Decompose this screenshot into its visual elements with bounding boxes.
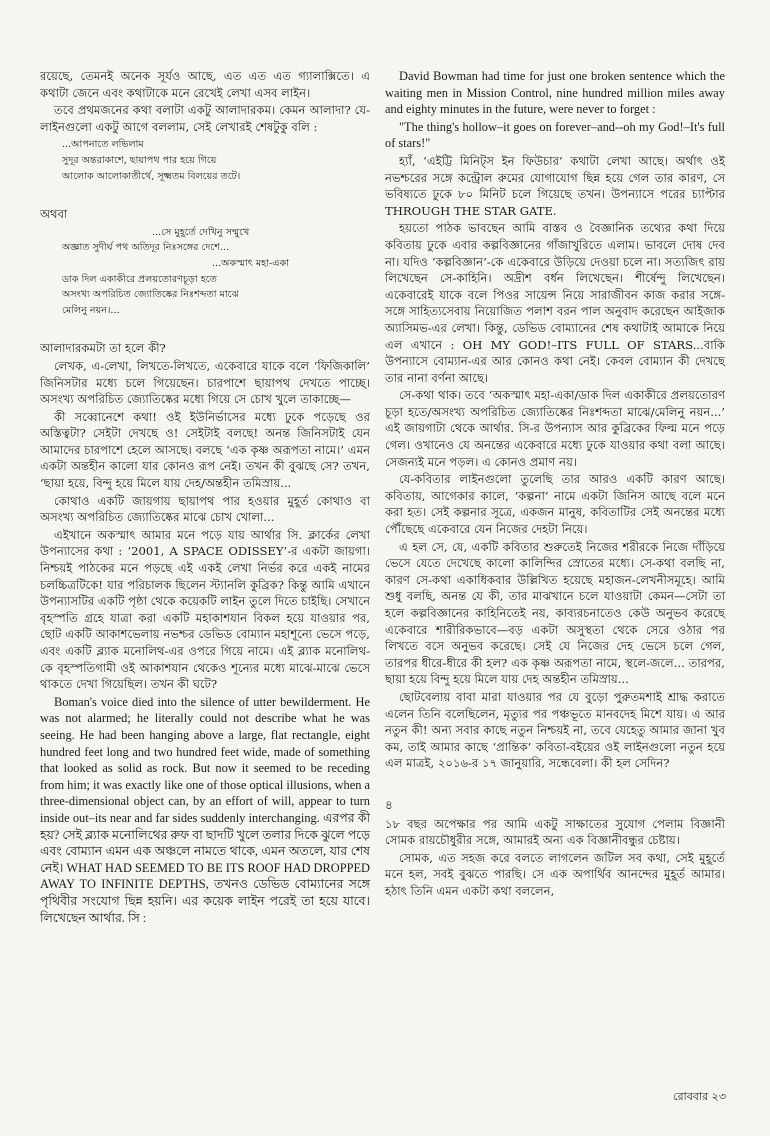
poem-line: অসংখ্য অপরিচিত জ্যোতিষ্কের নিঃশব্দতা মাঝে [62,289,239,301]
poem-quote-2 [62,225,370,319]
poem-line: ...আপনাতে লভিলাম [62,139,144,151]
paragraph-english-quote: Boman's voice died into the silence of utter bewilderment. He was not alarmed; he literally could not describe what he was seeing. He had been hanging above a large, flat rectangle, eight hundred feet long and two hundred feet wide, made of something that looked as solid as rock. But now it seemed to be receding from him; it was exactly like one of those optical illusions, when a three-dimensional object can, by an effort of will, appear to turn inside out–its near and far sides suddenly interchanging. এরপর কী হয়? সেই ব্ল্যাক মনোলিথের রুফ বা ছাদটি খুলে তলার দিকে ঝুলে পড়ে এবং বোম্যান এমন এক অঞ্চলে নামতে থাকে, এমন অতলে, যার শেষ নেই। WHAT HAD SEEMED TO BE ITS ROOF HAD DROPPED AWAY TO INFINITE DEPTHS, তখনও ডেভিড বোম্যানের সঙ্গে পৃথিবীর সংযোগ ছিন্ন হয়নি। এর কয়েক লাইন পরেই তা হয়ে যাবে। লিখেছেন আর্থার. সি : [40,694,371,925]
paragraph: যে-কবিতার লাইনগুলো তুলেছি তার আরও একটি কারণ আছে। কবিতায়, আগেকার কালে, ‘কল্পনা’ নামে একটা জিনিস আছে বলে মনে করা হত। সেই কল্পনার সূত্রে, একজন মানুষ, কবিতাটির সেই অনন্তের মধ্যে পৌঁছেছে একেবারে যেন নিজের দেহটা নিয়ে। [385,472,725,537]
page-footer: রোববার ২৩ [673,1090,726,1103]
question: আলাদারকমটা তা হলে কী? [40,341,166,356]
paragraph: সে-কথা থাক। তবে ‘অকস্মাৎ মহা-একা/ডাক দিল একাকীরে প্রলয়তোরণ চূড়া হতে/অসংখ্য অপরিচিত জ্যোতিষ্কের নিঃশব্দতা মাঝে/মেলিনু নয়ন...’ এই জায়গাটা থেকে আর্থার. সি-র উপন্যাস আর কুব্রিকের ফিল্ম মনে পড়ে গেল। ওখানেও যে অনন্তের একেবারে মধ্যে ঢুকে যাওয়ার কথা বলা আছে। সেজন্যই মনে পড়ল। এ কোনও প্রমাণ নয়। [385,388,725,469]
paragraph: এ হল সে, যে, একটি কবিতার শুরুতেই নিজের শরীরকে নিজে দাঁড়িয়ে ভেসে যেতে দেখেছে কালো কালিন্দির স্রোতের মধ্যে। সে-কথা বলছি না, কারণ সে-কথা একাধিকবার উল্লিখিত হয়েছে মহাজন-লেখনীসমূহে। আমি শুধু বলছি, অনন্ত যে কী, তার মাঝখানে চলে যাওয়াটা কেমন—সেটা তা হলে কল্পবিজ্ঞানের কাহিনিতেই নয়, কাব্যরচনাতেও কেউ অনুভব করেছে একেবারে শারীরিকভাবে—বড় একটা অসুস্থতা থেকে সেরে ওঠার পর লিখতে বসে অনুভব করেছে। সেই যে নিজের দেহ ভেসে চলে গেল, তারপর ধীরে-ধীরে কী হল? এক কৃষ্ণ অরূপতা নামে, স্থলে-জলে... তারপর, ছায়া হয়ে বিন্দু হয়ে মিলে যায় দেহ অন্তহীন তমিস্রায়... [385,539,725,687]
paragraph: ছোটবেলায় বাবা মারা যাওয়ার পর যে বুড়ো পুরুতমশাই শ্রাদ্ধ করাতে এলেন তিনি বলেছিলেন, মৃত্যুর পর পঞ্চভূতে মানবদেহ মিশে যায়। এ আর নতুন কী! অন্য সবার কাছে নতুন নিশ্চয়ই না, তবে যেহেতু আমার জানা খুব কম, তাই আমার কাছে ‘প্রান্তিক’ কবিতা-বইয়ের ওই লাইনগুলো নতুন হয়ে এল মাত্রই, ২০১৬-র ১৭ জানুয়ারি, সন্ধেবেলা। কী হল সেদিন? [385,689,725,771]
paragraph: রয়েছে, তেমনই অনেক সূর্যও আছে, এত এত এত গ্যালাক্সিতে। এ কথাটা জেনে এবং কথাটাকে মনে রেখেই লেখা এসব লাইন। [40,69,370,100]
poem-line: সুদূর অন্তরাকাশে, ছায়াপথ পার হয়ে গিয়ে [62,154,217,166]
poem-line: অজ্ঞাত সুদীর্ঘ পথ অতিদূর নিঃসঙ্গের দেশে... [62,242,230,254]
paragraph: হয়তো পাঠক ভাবছেন আমি বাস্তব ও বৈজ্ঞানিক তথ্যের কথা দিয়ে কবিতায় ঢুকে এবার কল্পবিজ্ঞানের গাঁজাখুরিতে এলাম। ভাবলে দোষ দেব না। যদিও ‘কল্পবিজ্ঞান’-কে একেবারে উড়িয়ে দেওয়া চলে না। সত্যজিৎ রায় লিখেছেন সে-কাহিনি। অদ্রীশ বর্ধন লিখেছেন। শীর্ষেন্দু লিখেছেন। একেবারেই যাকে বলে পিওর সায়েন্স নিয়ে সারাজীবন কাজ করার সঙ্গে-সঙ্গে সাহিত্যসেবায় নিয়োজিত পলাশ বরন পাল অনুবাদ করেছেন আইজাক অ্যাসিমভ-এর লেখা। কিন্তু, ডেভিড বোম্যানের শেষ কথাটাই আমাকে নিয়ে এল এখানে : OH MY GOD!–ITS FULL OF STARS...বাকি উপন্যাসে বোম্যান-এর আর কোনও কথা নেই। কেবল বোম্যান কী দেখছে তার নানা বর্ণনা আছে। [385,221,725,385]
paragraph: তবে প্রথমজনের কথা বলাটা একটু আলাদারকম। কেমন আলাদা? যে-লাইনগুলো একটু আগে বললাম, সেই লেখারই শেষটুকু বলি : [40,103,370,134]
paragraph: লেখক, এ-লেখা, লিখতে-লিখতে, একেবারে যাকে বলে ‘ফিজিকালি’ জিনিসটার মধ্যে চলে গিয়েছেন। চারপাশে ছায়াপথ দেখতে পাচ্ছে। অসংখ্য অপরিচিত জ্যোতিষ্কের মধ্যে গিয়ে সে চোখ খুলে তাকাচ্ছে— [40,358,370,407]
paragraph-athaba: অথবা [40,207,68,222]
poem-quote-1 [62,137,370,184]
poem-line: ...সে মুহূর্তে দেখিনু সম্মুখে [152,226,250,238]
poem-line: মেলিনু নয়ন।... [62,304,120,316]
paragraph-english-quote: David Bowman had time for just one broken sentence which the waiting men in Mission Control, nine hundred million miles away and eighty minutes in the future, were never to forget : [385,69,725,117]
paragraph: হ্যাঁ, ‘এইট্টি মিনিট্‌স ইন ফিউচার’ কথাটা লেখা আছে। অর্থাৎ ওই নভশ্চরের সঙ্গে কন্ট্রোল রুমের যোগাযোগ ছিন্ন হয়ে গেল তার কারণ, সে ভবিষ্যতে ঢুকে ৮০ মিনিট চলে গিয়েছে তখন। উপন্যাসে পরের চ্যাপ্টার THROUGH THE STAR GATE. [385,153,725,218]
paragraph: ১৮ বছর অপেক্ষার পর আমি একটু সাক্ষাতের সুযোগ পেলাম বিজ্ঞানী সোমক রায়চৌধুরীর সঙ্গে, আমারই অন্য এক বিজ্ঞানীবন্ধুর চেষ্টায়। [385,816,725,848]
poem-line: ...অকস্মাৎ মহা-একা [212,257,290,269]
section-number: ৪ [385,797,393,812]
left-column [40,68,370,927]
paragraph: কী সব্বোনেশে কথা! ওই ইউনির্ভাসের মধ্যে ঢুকে পড়েছে ওর অস্তিত্বটা? সেইটা দেখছে ও! সেইটাই বলছে! অনন্ত জিনিসটাই যেন আমাদের চারপাশে হেলে আসছে। বলছে ‘এক কৃষ্ণ অরূপতা নামে।’ এমন একটা অন্তহীন কালো যার কোনও রূপ নেই। তখন কী বুঝছে সে? তখন, ‘ছায়া হয়ে, বিন্দু হয়ে মিলে যায় দেহ/অন্তহীন তমিস্রায়... [40,409,370,491]
paragraph: কোথাও একটি জায়গায় ছায়াপথ পার হওয়ার মুহূর্ত কোথাও বা অসংখ্য অপরিচিত জ্যোতিষ্কের মাঝে চোখ খোলা... [40,493,370,525]
paragraph: এইখানে অকস্মাৎ আমার মনে পড়ে যায় আর্থার সি. ক্লার্কের লেখা উপন্যাসের কথা : ‘2001, A SPACE ODISSEY’-র একটা জায়গা। নিশ্চয়ই পাঠকের মনে পড়ছে এই একই লেখা নির্ভর করে একই নামের চলচ্চিত্রটিকে! যার পরিচালক ছিলেন স্ট্যানলি কুব্রিক? কিন্তু আমি এখানে উপন্যাসটির একটি পৃষ্ঠা থেকে কয়েকটি লাইন তুলে দিতে চাইছি। সেখানে বৃহস্পতি গ্রহে যাত্রা করা একটি মহাকাশযান বিকল হয়ে যাওয়ার পর, ছোট একটি আকাশভেলায় নভশ্চর ডেভিড বোম্যান মহাশূন্যে ভেসে পড়ে, এবং একটি ব্ল্যাক মনোলিথ-এর ওপরে গিয়ে নামে। এই ব্ল্যাক মনোলিথ-কে বৃহস্পতিগামী ওই আকাশযান থেকেও শূন্যের মধ্যে মাঝে-মাঝে ভেসে থাকতে দেখা গিয়েছিল। তখন কী ঘটে? [40,527,370,692]
right-column [385,68,725,901]
paragraph-english-quote: "The thing's hollow–it goes on forever–and--oh my God!–It's full of stars!" [385,119,725,151]
paragraph: সোমক, এত সহজ করে বলতে লাগলেন জটিল সব কথা, সেই মুহূর্তে মনে হল, সবই বুঝতে পারছি। সে এক অপার্থিব আনন্দের মুহূর্ত আমার। হঠাৎ তিনি এমন একটা কথা বললেন, [385,850,725,898]
poem-line: ডাক দিল একাকীরে প্রলয়তোরণচূড়া হতে [62,273,217,285]
poem-line: আলোক আলোকাতীর্থে, সূক্ষ্মতম বিলয়ের তটে। [62,170,241,182]
